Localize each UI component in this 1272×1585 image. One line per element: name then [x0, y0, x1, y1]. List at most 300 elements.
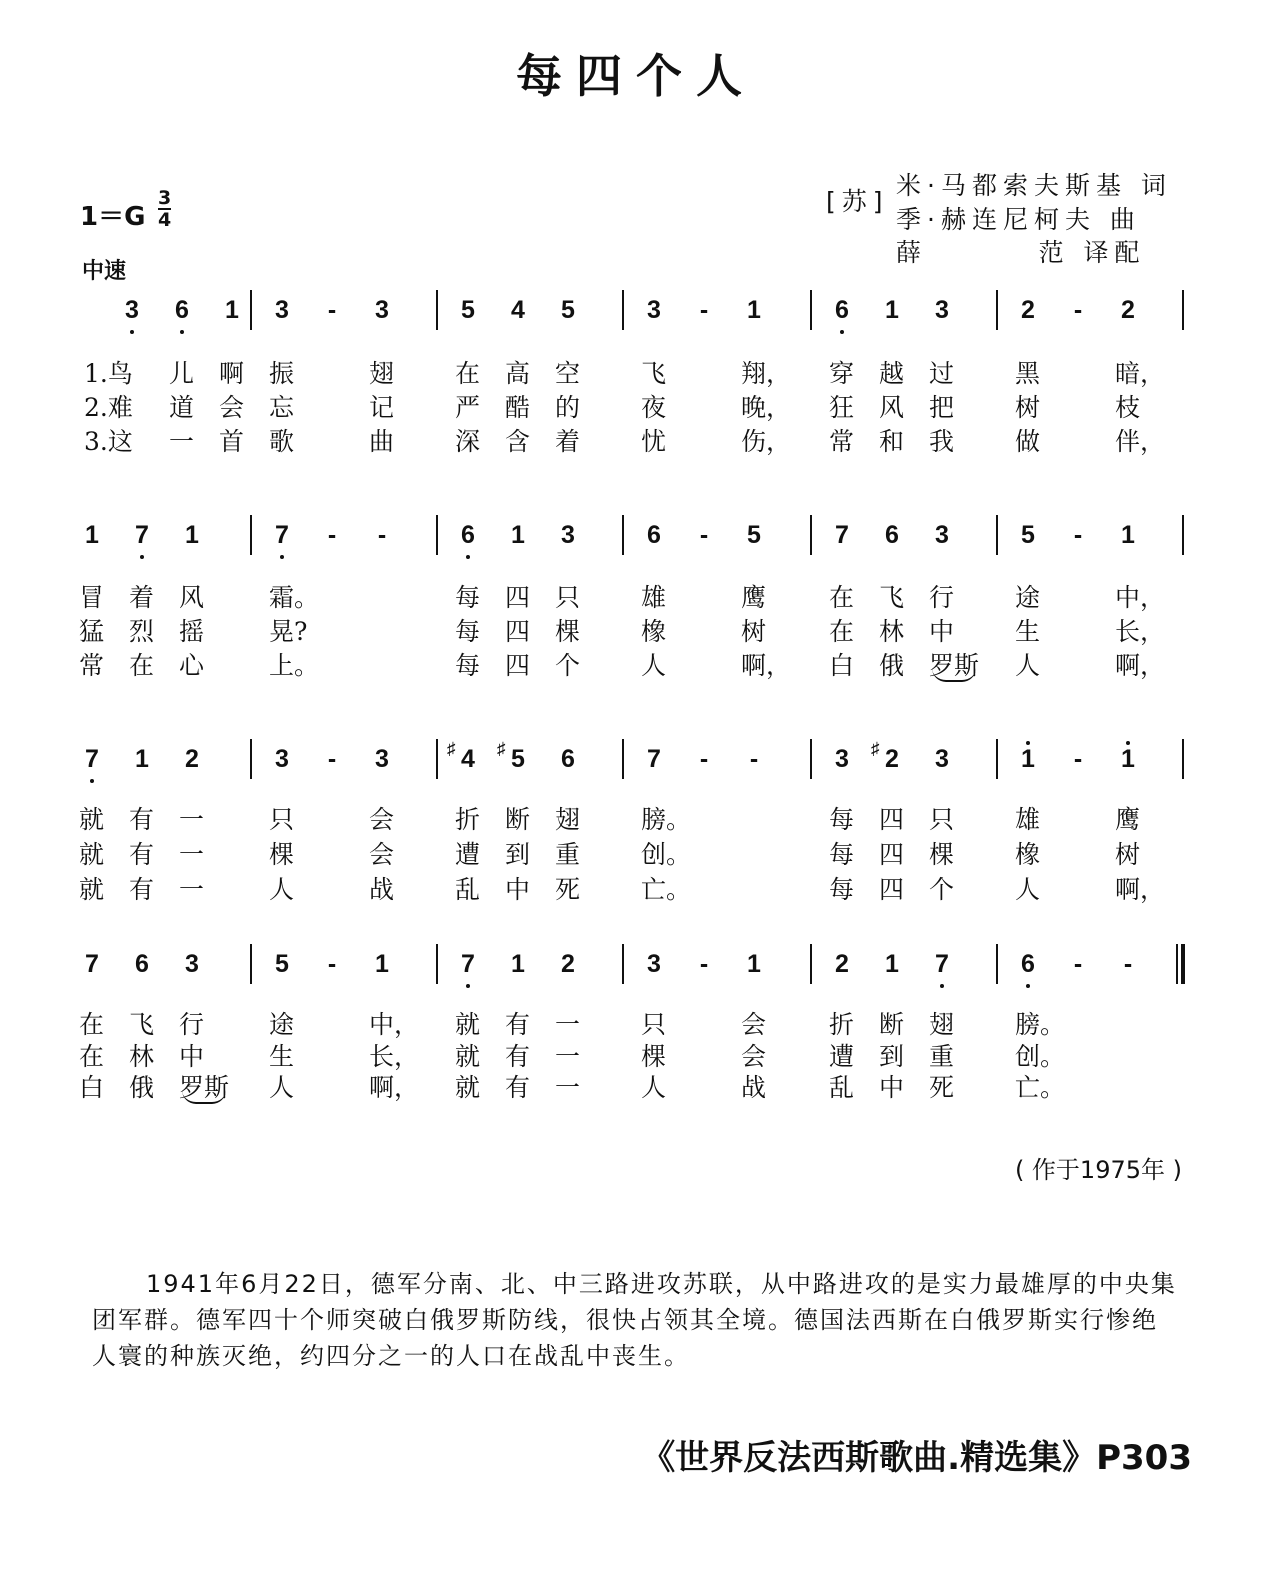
lyric-syllable: 橡 — [1015, 840, 1041, 869]
barline — [1182, 290, 1184, 330]
lyric-syllable: 的 — [555, 393, 581, 422]
lyric-syllable: 常 — [79, 651, 105, 680]
lyric-syllable: 中， — [369, 1010, 420, 1039]
lyric-syllable: 翅 — [929, 1010, 955, 1039]
high-octave-dot — [1026, 741, 1030, 745]
note-value: 3 — [647, 950, 661, 978]
time-bottom: 4 — [158, 209, 172, 231]
lyric-syllable: 猛 — [79, 617, 105, 646]
lyric-syllable: 四 — [505, 651, 531, 680]
note-value: - — [327, 950, 337, 978]
lyric-syllable: 人 — [269, 875, 295, 904]
note-value: 1 — [1121, 745, 1135, 773]
song-title: 每四个人 — [516, 49, 756, 103]
barline — [622, 515, 624, 555]
lyric-syllable: 忧 — [641, 427, 667, 456]
note — [317, 296, 347, 325]
low-octave-dot — [180, 330, 184, 334]
note — [167, 296, 197, 325]
note-value: 1 — [375, 950, 389, 978]
note-value: 2 — [561, 950, 575, 978]
lyric-syllable: 中 — [929, 617, 955, 646]
lyric-syllable: 枝 — [1115, 393, 1141, 422]
barline — [622, 944, 624, 984]
lyric-syllable: 空 — [555, 359, 581, 388]
lyric-syllable: 常 — [829, 427, 855, 456]
lyric-syllable: 人 — [1015, 875, 1041, 904]
note-value: 4 — [511, 296, 525, 324]
note — [267, 745, 297, 774]
lyric-syllable: 在 — [455, 359, 481, 388]
lyric-syllable: 白 — [79, 1073, 105, 1102]
high-octave-dot — [1126, 741, 1130, 745]
note-value: 3 — [275, 296, 289, 324]
country-mark: [苏] — [826, 187, 889, 216]
lyric-syllable: 啊， — [1115, 875, 1166, 904]
lyric-syllable: 飞 — [879, 583, 905, 612]
note — [503, 296, 533, 325]
lyric-syllable: 俄 — [129, 1073, 155, 1102]
low-octave-dot — [280, 555, 284, 559]
lyric-syllable: 死 — [929, 1073, 955, 1102]
note-value: - — [1073, 296, 1083, 324]
note — [739, 745, 769, 774]
note-value: 3 — [561, 521, 575, 549]
lyric-syllable: 啊 — [219, 359, 245, 388]
note — [1113, 296, 1143, 325]
note-value: 1 — [1021, 745, 1035, 773]
lyric-syllable: 高 — [505, 359, 531, 388]
lyric-syllable: 有 — [129, 840, 155, 869]
lyric-syllable: 乱 — [455, 875, 481, 904]
lyric-syllable: 四 — [879, 805, 905, 834]
lyric-syllable: 在 — [129, 651, 155, 680]
note-value: 1 — [511, 521, 525, 549]
lyric-syllable: 生 — [269, 1042, 295, 1071]
note — [177, 950, 207, 979]
low-octave-dot — [1026, 984, 1030, 988]
note-value: - — [699, 521, 709, 549]
lyric-syllable: 首 — [219, 427, 245, 456]
lyric-syllable: 就 — [455, 1042, 481, 1071]
lyric-syllable: 雄 — [641, 583, 667, 612]
lyric-syllable: 会 — [219, 393, 245, 422]
lyric-syllable: 儿 — [169, 359, 195, 388]
note-value: 3 — [935, 296, 949, 324]
note-value: 3 — [275, 745, 289, 773]
lyric-syllable: 个 — [929, 875, 955, 904]
note-value: 3 — [375, 296, 389, 324]
composer-credit: 季·赫连尼柯夫 曲 — [896, 205, 1141, 234]
lyric-syllable: 着 — [129, 583, 155, 612]
note-value: 5 — [511, 745, 525, 773]
note-value: - — [1123, 950, 1133, 978]
note — [553, 950, 583, 979]
note — [367, 950, 397, 979]
lyric-syllable: 创。 — [641, 840, 692, 869]
note — [447, 739, 483, 774]
lyric-syllable: 四 — [879, 840, 905, 869]
note — [1063, 296, 1093, 325]
note — [1063, 745, 1093, 774]
note-value: 5 — [747, 521, 761, 549]
note-value: 2 — [885, 745, 899, 773]
note-value: 3 — [375, 745, 389, 773]
lyric-syllable: 振 — [269, 359, 295, 388]
note — [739, 521, 769, 550]
source-citation: 《世界反法西斯歌曲.精选集》P303 — [641, 1438, 1192, 1478]
note — [1113, 745, 1143, 774]
note-value: - — [327, 296, 337, 324]
note-value: 5 — [275, 950, 289, 978]
note — [827, 521, 857, 550]
lyric-syllable: 中 — [505, 875, 531, 904]
lyric-syllable: 就 — [455, 1073, 481, 1102]
barline — [996, 290, 998, 330]
note — [77, 950, 107, 979]
lyric-syllable: 会 — [741, 1010, 767, 1039]
note-value: 1 — [511, 950, 525, 978]
note — [367, 296, 397, 325]
lyric-syllable: 四 — [505, 617, 531, 646]
barline — [622, 290, 624, 330]
lyric-syllable: 每 — [455, 583, 481, 612]
note-value: - — [1073, 521, 1083, 549]
lyric-syllable: 人 — [269, 1073, 295, 1102]
note-value: - — [699, 296, 709, 324]
lyric-syllable: 重 — [929, 1042, 955, 1071]
lyric-syllable: 一 — [555, 1042, 581, 1071]
lyric-syllable: 战 — [369, 875, 395, 904]
note-value: - — [327, 745, 337, 773]
lyric-syllable: 树 — [1015, 393, 1041, 422]
lyric-syllable: 人 — [641, 1073, 667, 1102]
lyric-syllable: 长， — [369, 1042, 420, 1071]
lyric-syllable: 忘 — [269, 393, 295, 422]
low-octave-dot — [940, 984, 944, 988]
barline — [810, 515, 812, 555]
lyric-syllable: 黑 — [1015, 359, 1041, 388]
lyric-syllable: 2.难 — [84, 393, 133, 422]
lyric-syllable: 啊， — [1115, 651, 1166, 680]
lyric-syllable: 行 — [179, 1010, 205, 1039]
lyric-syllable: 深 — [455, 427, 481, 456]
lyric-syllable: 酷 — [505, 393, 531, 422]
sharp-sign: ♯ — [871, 739, 880, 758]
lyric-syllable: 长， — [1115, 617, 1166, 646]
note — [77, 521, 107, 550]
lyric-syllable: 会 — [369, 840, 395, 869]
note-value: 7 — [461, 950, 475, 978]
barline — [436, 290, 438, 330]
lyric-syllable: 我 — [929, 427, 955, 456]
note — [77, 745, 107, 774]
note — [1013, 296, 1043, 325]
lyric-syllable: 飞 — [129, 1010, 155, 1039]
note-value: 1 — [85, 521, 99, 549]
note-value: 7 — [85, 950, 99, 978]
translator-credit: 薛 范 译配 — [896, 238, 1146, 267]
note — [453, 296, 483, 325]
lyric-syllable: 着 — [555, 427, 581, 456]
note — [127, 950, 157, 979]
note-value: 3 — [935, 745, 949, 773]
lyric-syllable: 曲 — [369, 427, 395, 456]
note-value: - — [699, 745, 709, 773]
lyric-syllable: 中 — [879, 1073, 905, 1102]
lyric-syllable: 就 — [79, 805, 105, 834]
lyric-syllable: 一 — [179, 840, 205, 869]
note — [453, 950, 483, 979]
note-value: 6 — [561, 745, 575, 773]
note-value: - — [749, 745, 759, 773]
lyric-syllable: 只 — [269, 805, 295, 834]
note-value: 1 — [225, 296, 239, 324]
lyric-syllable: 啊， — [741, 651, 792, 680]
lyric-syllable: 有 — [129, 805, 155, 834]
lyric-syllable: 橡 — [641, 617, 667, 646]
note-value: 1 — [747, 296, 761, 324]
note-value: - — [699, 950, 709, 978]
low-octave-dot — [466, 984, 470, 988]
barline — [996, 739, 998, 779]
lyric-syllable: 人 — [1015, 651, 1041, 680]
note-value: 1 — [885, 296, 899, 324]
low-octave-dot — [90, 779, 94, 783]
note-value: 2 — [835, 950, 849, 978]
note — [267, 950, 297, 979]
lyric-syllable: 越 — [879, 359, 905, 388]
lyric-syllable: 风 — [179, 583, 205, 612]
lyric-syllable: 上。 — [269, 651, 320, 680]
note — [689, 950, 719, 979]
lyricist-credit: 米·马都索夫斯基 词 — [896, 171, 1172, 200]
lyric-syllable: 膀。 — [641, 805, 692, 834]
lyric-syllable: 每 — [829, 840, 855, 869]
note — [927, 950, 957, 979]
note — [739, 296, 769, 325]
note-value: 1 — [885, 950, 899, 978]
note — [503, 521, 533, 550]
note — [1013, 745, 1043, 774]
note — [877, 296, 907, 325]
note-value: 6 — [461, 521, 475, 549]
lyric-syllable: 每 — [455, 617, 481, 646]
note — [927, 745, 957, 774]
lyric-syllable: 在 — [79, 1042, 105, 1071]
note-value: - — [1073, 950, 1083, 978]
note-value: 3 — [835, 745, 849, 773]
sharp-sign: ♯ — [447, 739, 456, 758]
note-value: 2 — [1021, 296, 1035, 324]
lyric-syllable: 和 — [879, 427, 905, 456]
lyric-syllable: 霜。 — [269, 583, 320, 612]
note-value: 4 — [461, 745, 475, 773]
note — [217, 296, 247, 325]
lyric-syllable: 每 — [829, 805, 855, 834]
lyric-syllable: 3.这 — [84, 427, 133, 456]
lyric-syllable: 就 — [79, 875, 105, 904]
lyric-syllable: 重 — [555, 840, 581, 869]
barline — [810, 944, 812, 984]
note — [871, 739, 907, 774]
lyric-syllable: 遭 — [829, 1042, 855, 1071]
lyric-syllable: 树 — [741, 617, 767, 646]
note — [553, 521, 583, 550]
lyric-syllable: 只 — [641, 1010, 667, 1039]
note — [1063, 950, 1093, 979]
low-octave-dot — [130, 330, 134, 334]
lyric-syllable: 摇 — [179, 617, 205, 646]
lyric-syllable: 就 — [79, 840, 105, 869]
note — [827, 745, 857, 774]
lyric-syllable: 俄 — [879, 651, 905, 680]
lyric-syllable: 罗斯 — [179, 1073, 230, 1102]
barline — [810, 290, 812, 330]
lyric-syllable: 折 — [829, 1010, 855, 1039]
lyric-syllable: 死 — [555, 875, 581, 904]
note-value: 7 — [135, 521, 149, 549]
key-label: 1＝G — [80, 202, 146, 232]
note-value: 5 — [561, 296, 575, 324]
lyric-syllable: 每 — [829, 875, 855, 904]
lyric-syllable: 1.鸟 — [84, 359, 133, 388]
lyric-syllable: 棵 — [269, 840, 295, 869]
lyric-syllable: 翅 — [369, 359, 395, 388]
lyric-syllable: 战 — [741, 1073, 767, 1102]
lyric-syllable: 每 — [455, 651, 481, 680]
note-value: 2 — [1121, 296, 1135, 324]
lyric-syllable: 含 — [505, 427, 531, 456]
lyric-syllable: 到 — [505, 840, 531, 869]
lyric-syllable: 飞 — [641, 359, 667, 388]
lyric-syllable: 途 — [269, 1010, 295, 1039]
note — [367, 521, 397, 550]
lyric-syllable: 一 — [179, 875, 205, 904]
note — [1013, 521, 1043, 550]
note — [497, 739, 533, 774]
lyric-syllable: 四 — [505, 583, 531, 612]
barline — [436, 944, 438, 984]
note — [927, 296, 957, 325]
lyric-syllable: 断 — [505, 805, 531, 834]
note — [689, 745, 719, 774]
tempo-marking: 中速 — [82, 259, 127, 284]
barline — [810, 739, 812, 779]
note — [827, 296, 857, 325]
note-value: 3 — [935, 521, 949, 549]
note-value: - — [1073, 745, 1083, 773]
note — [177, 745, 207, 774]
lyric-syllable: 做 — [1015, 427, 1041, 456]
lyric-syllable: 记 — [369, 393, 395, 422]
note-value: 5 — [1021, 521, 1035, 549]
lyric-syllable: 断 — [879, 1010, 905, 1039]
note-value: - — [377, 521, 387, 549]
note — [317, 950, 347, 979]
lyric-syllable: 只 — [929, 805, 955, 834]
note — [1063, 521, 1093, 550]
time-top: 3 — [158, 187, 172, 209]
description-paragraph: 1941年6月22日，德军分南、北、中三路进攻苏联，从中路进攻的是实力最雄厚的中央集团军群。德军四十个师突破白俄罗斯防线，很快占领其全境。德国法西斯在白俄罗斯实行惨绝人寰的种族灭绝，约四分之一的人口在战乱中丧生。 — [92, 1270, 1177, 1370]
note-value: 6 — [135, 950, 149, 978]
lyric-syllable: 风 — [879, 393, 905, 422]
barline — [436, 739, 438, 779]
lyric-syllable: 啊， — [369, 1073, 420, 1102]
note-value: 5 — [461, 296, 475, 324]
note-value: 7 — [85, 745, 99, 773]
note — [267, 296, 297, 325]
lyric-syllable: 有 — [505, 1073, 531, 1102]
note — [127, 521, 157, 550]
note-value: 3 — [647, 296, 661, 324]
lyric-syllable: 冒 — [79, 583, 105, 612]
note — [317, 521, 347, 550]
note — [639, 521, 669, 550]
lyric-syllable: 生 — [1015, 617, 1041, 646]
lyric-syllable: 只 — [555, 583, 581, 612]
lyric-syllable: 行 — [929, 583, 955, 612]
note — [453, 521, 483, 550]
lyric-syllable: 中， — [1115, 583, 1166, 612]
lyric-syllable: 罗斯 — [929, 651, 980, 680]
note — [317, 745, 347, 774]
lyric-syllable: 到 — [879, 1042, 905, 1071]
note — [1113, 950, 1143, 979]
lyric-syllable: 伴， — [1115, 427, 1166, 456]
lyric-syllable: 鹰 — [1115, 805, 1141, 834]
lyric-syllable: 人 — [641, 651, 667, 680]
lyric-syllable: 一 — [169, 427, 195, 456]
lyric-syllable: 严 — [455, 393, 481, 422]
lyric-syllable: 伤， — [741, 427, 792, 456]
note — [117, 296, 147, 325]
barline — [622, 739, 624, 779]
lyric-syllable: 途 — [1015, 583, 1041, 612]
note — [877, 950, 907, 979]
lyric-syllable: 一 — [555, 1010, 581, 1039]
barline — [250, 290, 252, 330]
lyric-syllable: 歌 — [269, 427, 295, 456]
lyric-syllable: 有 — [505, 1042, 531, 1071]
lyric-syllable: 会 — [369, 805, 395, 834]
time-signature — [158, 188, 171, 230]
note-value: 7 — [835, 521, 849, 549]
lyric-syllable: 狂 — [829, 393, 855, 422]
note — [927, 521, 957, 550]
note — [639, 296, 669, 325]
note — [639, 950, 669, 979]
lyric-syllable: 雄 — [1015, 805, 1041, 834]
key-signature — [80, 187, 172, 233]
lyric-syllable: 把 — [929, 393, 955, 422]
lyric-syllable: 就 — [455, 1010, 481, 1039]
lyric-syllable: 道 — [169, 393, 195, 422]
note-value: 7 — [647, 745, 661, 773]
note-value: 1 — [747, 950, 761, 978]
barline — [250, 739, 252, 779]
note-value: 6 — [647, 521, 661, 549]
lyric-syllable: 在 — [829, 617, 855, 646]
note — [877, 521, 907, 550]
lyric-syllable: 在 — [829, 583, 855, 612]
lyric-syllable: 心 — [179, 651, 205, 680]
note-value: - — [327, 521, 337, 549]
lyric-syllable: 中 — [179, 1042, 205, 1071]
lyric-syllable: 鹰 — [741, 583, 767, 612]
low-octave-dot — [466, 555, 470, 559]
final-barline — [1176, 944, 1184, 984]
